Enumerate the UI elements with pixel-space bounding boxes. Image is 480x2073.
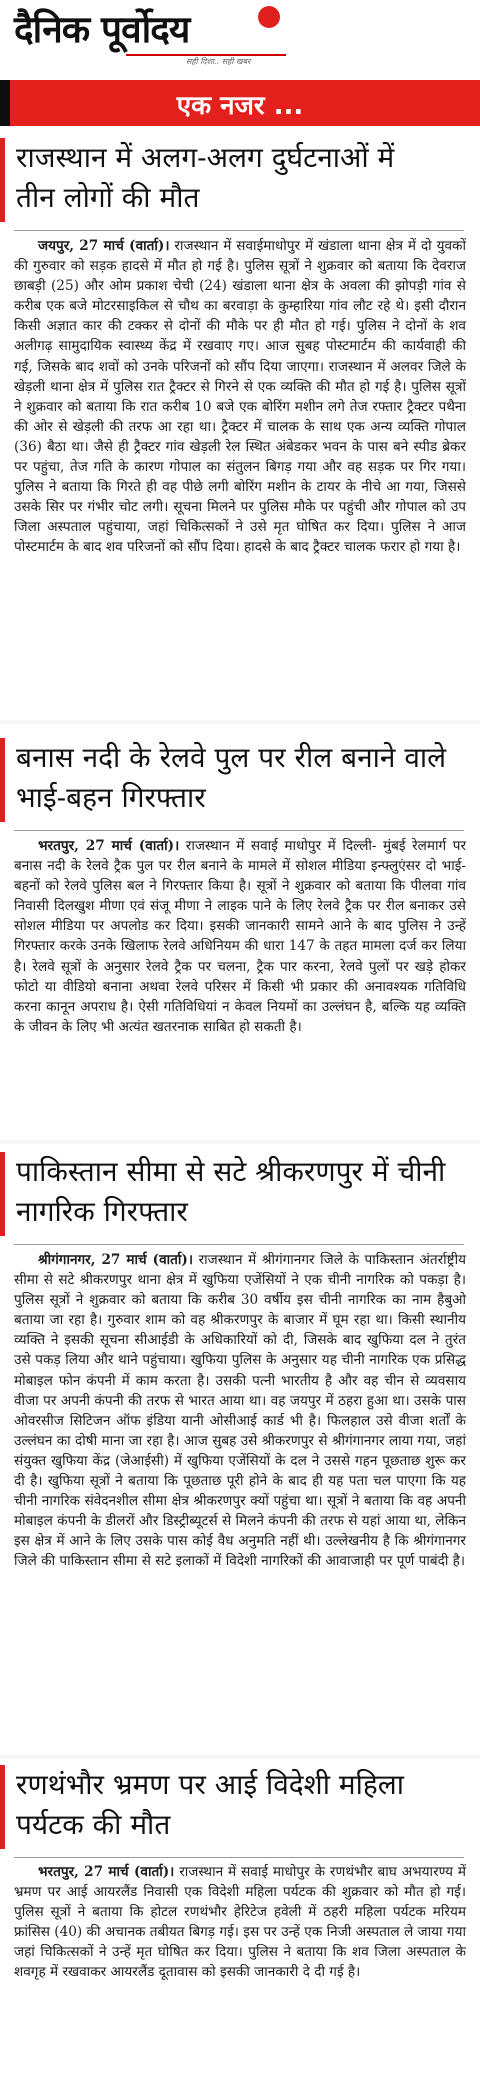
article-text: राजस्थान में सवाईमाधोपुर में खंडाला थाना क्षेत्र में दो युवकों की गुरुवार को सड़क हादसे में मौत हो गई है। पुलिस सूत्रों ने शुक्रवार को बताया कि देवराज छाबड़ी (25) और ओम प्रकाश चेची (24) खंडाला थाना क्षेत्र के अवला की झोपड़ी गांव से करीब एक बजे मोटरसाइकिल से चौथ का बरवाड़ा के कुम्हारिया गांव लौट रहे थे। इसी दौरान किसी अज्ञात कार की टक्कर से दोनों की मौके पर ही मौत हो गई। पुलिस ने दोनों के शव अलीगढ़ सामुदायिक स्वास्थ्य केंद्र में रखवाए गए। आज सुबह पोस्टमार्टम की कार्यवाही की गई, जिसके बाद शवों को उनके परिजनों को सौंप दिया जाएगा। राजस्थान में अलवर जिले के खेड़ली थाना क्षेत्र में पुलिस रात ट्रैक्टर से गिरने से एक व्यक्ति की मौत हो गई है। पुलिस सूत्रों ने शुक्रवार को बताया कि रात करीब 10 बजे एक बोरिंग मशीन लगे तेज रफ्तार ट्रैक्टर पथैना की ओर से खेड़ली की तरफ आ रहा था। ट्रैक्टर में चालक के साथ एक अन्य व्यक्ति गोपाल (36) बैठा था। जैसे ही ट्रैक्टर गांव खेड़ली रेल स्थित अंबेडकर भवन के पास बने स्पीड ब्रेकर पर पहुंचा, तेज गति के कारण गोपाल का संतुलन बिगड़ गया और वह सड़क पर गिर गया। पुलिस ने बताया कि गिरते ही वह पीछे लगी बोरिंग मशीन के टायर के नीचे आ गया, जिससे उसके सिर पर गंभीर चोट लगी। सूचना मिलने पर पुलिस मौके पर पहुंची और गोपाल को उप जिला अस्पताल पहुंचाया, जहां चिकित्सकों ने उसे मृत घोषित कर दिया। पुलिस ने आज पोस्टमार्टम के बाद शव परिजनों को सौंप दिया। हादसे के बाद ट्रैक्टर चालक फरार हो गया है।: [14, 238, 466, 556]
article-separator: [0, 1140, 480, 1144]
newspaper-logo: दैनिक पूर्वोदय: [14, 7, 190, 51]
article-body: [14, 1862, 466, 1983]
article-separator: [0, 720, 480, 724]
headline-divider: [14, 830, 464, 831]
headline-accent-bar: [0, 738, 5, 822]
article-dateline: भरतपुर, 27 मार्च (वार्ता)।: [38, 1864, 175, 1880]
newspaper-tagline: सही दिशा.. सही खबर: [186, 57, 251, 66]
article-separator: [0, 1755, 480, 1759]
logo-sun-icon: [258, 6, 280, 28]
article-dateline: जयपुर, 27 मार्च (वार्ता)।: [38, 238, 170, 254]
headline-accent-bar: [0, 138, 5, 222]
masthead: [0, 0, 480, 80]
article-body: [14, 236, 466, 558]
article-headline: राजस्थान में अलग-अलग दुर्घटनाओं में तीन लोगों की मौत: [16, 141, 395, 214]
article-body: [14, 836, 466, 1037]
article-text: राजस्थान में सवाई माधोपुर में दिल्ली- मुंबई रेलमार्ग पर बनास नदी के रेलवे ट्रैक पुल पर रील बनाने के मामले में सोशल मीडिया इन्फ्लुएंसर दो भाई-बहनों को रेलवे पुलिस बल ने गिरफ्तार किया है। सूत्रों ने शुक्रवार को बताया कि पीलवा गांव निवासी दिलखुश मीणा एवं संजू मीणा ने लाइक पाने के लिए रेलवे ट्रैक पर रील बनाकर उसे सोशल मीडिया पर अपलोड कर दिया। इसकी जानकारी सामने आने के बाद पुलिस ने उन्हें गिरफ्तार करके उनके खिलाफ रेलवे अधिनियम की धारा 147 के तहत मामला दर्ज कर लिया है। रेलवे सूत्रों के अनुसार रेलवे ट्रैक पर चलना, ट्रैक पार करना, रेलवे पुलों पर खड़े होकर फोटो या वीडियो बनाना अथवा रेलवे परिसर में किसी भी प्रकार की अनावश्यक गतिविधि करना कानून अपराध है। ऐसी गतिविधियां न केवल नियमों का उल्लंघन है, बल्कि यह व्यक्ति के जीवन के लिए भी अत्यंत खतरनाक साबित हो सकती है।: [14, 838, 467, 1035]
headline-accent-bar: [0, 1765, 5, 1849]
article-text: राजस्थान में श्रीगंगानगर जिले के पाकिस्तान अंतर्राष्ट्रीय सीमा से सटे श्रीकरणपुर थाना क्षेत्र में खुफिया एजेंसियों ने एक चीनी नागरिक को पकड़ा है। पुलिस सूत्रों ने शुक्रवार को बताया कि करीब 30 वर्षीय इस चीनी नागरिक का नाम हैबुओ बताया जा रहा है। गुरुवार शाम को वह श्रीकरणपुर के बाजार में घूम रहा था। किसी स्थानीय व्यक्ति ने इसकी सूचना सीआईडी के अधिकारियों को दी, जिसके बाद खुफिया दल ने तुरंत उसे पकड़ लिया और थाने पहुंचाया। खुफिया पुलिस के अनुसार यह चीनी नागरिक एक प्रसिद्ध मोबाइल फोन कंपनी में काम करता है। उसकी पत्नी भारतीय है और वह चीन से व्यवसाय वीजा पर अपनी कंपनी की तरफ से भारत आया था। वह जयपुर में ठहरा हुआ था। उसके पास ओवरसीज सिटिजन ऑफ इंडिया यानी ओसीआई कार्ड भी है। फिलहाल उसे वीजा शर्तों के उल्लंघन का दोषी माना जा रहा है। आज सुबह उसे श्रीकरणपुर से श्रीगंगानगर लाया गया, जहां संयुक्त खुफिया केंद्र (जेआईसी) में खुफिया एजेंसियों के दल ने उससे गहन पूछताछ शुरू कर दी है। खुफिया सूत्रों ने बताया कि पूछताछ पूरी होने के बाद ही यह पता चल पाएगा कि यह चीनी नागरिक संवेदनशील सीमा क्षेत्र श्रीकरणपुर क्यों पहुंचा था। सूत्रों ने बताया कि वह अपनी मोबाइल कंपनी के डीलरों और डिस्ट्रीब्यूटर्स से मिलने कंपनी की तरफ से यहां आया था, लेकिन इस क्षेत्र में आने के लिए उसके पास कोई वैध अनुमति नहीं थी। उल्लेखनीय है कि श्रीगंगानगर जिले की पाकिस्तान सीमा से सटे इलाकों में विदेशी नागरिकों की आवाजाही पर पूर्ण पाबंदी है।: [14, 1252, 466, 1570]
article-text: राजस्थान में सवाई माधोपुर के रणथंभौर बाघ अभयारण्य में भ्रमण पर आई आयरलैंड निवासी एक विदेशी महिला पर्यटक की शुक्रवार को मौत हो गई। पुलिस सूत्रों ने बताया कि होटल रणथंभौर हेरिटेज हवेली में ठहरी महिला पर्यटक मरियम फ्रांसिस (40) की अचानक तबीयत बिगड़ गई। इस पर उन्हें एक निजी अस्पताल ले जाया गया जहां चिकित्सकों ने उन्हें मृत घोषित कर दिया। पुलिस ने बताया कि शव जिला अस्पताल के शवगृह में रखवाकर आयरलैंड दूतावास को इसकी जानकारी दे दी गई है।: [14, 1864, 466, 1981]
article-dateline: भरतपुर, 27 मार्च (वार्ता)।: [38, 838, 180, 854]
headline-accent-bar: [0, 1152, 5, 1236]
article-headline: रणथंभौर भ्रमण पर आई विदेशी महिला पर्यटक की मौत: [16, 1768, 404, 1841]
article-headline: बनास नदी के रेलवे पुल पर रील बनाने वाले भाई-बहन गिरफ्तार: [16, 741, 447, 814]
section-banner-title: एक नजर ...: [176, 91, 304, 121]
article-headline: पाकिस्तान सीमा से सटे श्रीकरणपुर में चीनी नागरिक गिरफ्तार: [16, 1155, 446, 1228]
headline-divider: [14, 230, 464, 231]
article-body: [14, 1250, 466, 1572]
headline-divider: [14, 1857, 464, 1858]
headline-divider: [14, 1244, 464, 1245]
article-dateline: श्रीगंगानगर, 27 मार्च (वार्ता)।: [38, 1252, 194, 1268]
